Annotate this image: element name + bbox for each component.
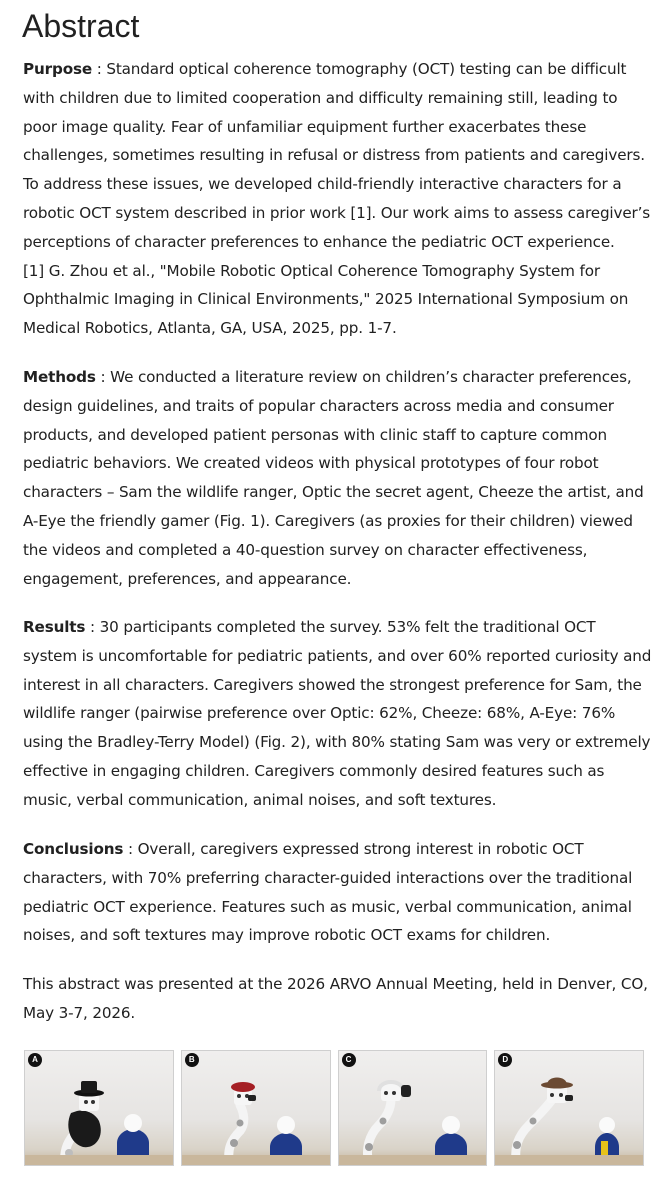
conclusions-label: Conclusions [23, 840, 124, 858]
robot-with-black-hat-and-cape-photo [25, 1051, 174, 1165]
panel-letter-badge: B [185, 1053, 199, 1067]
purpose-reference: [1] G. Zhou et al., "Mobile Robotic Optical Coherence Tomography System for Ophthalmic Imaging in Clinical Environments," 2025 International Symposium on Medical Robotics, Atlanta, GA, USA, 2025, pp. 1-7. [23, 261, 629, 338]
results-section [23, 613, 653, 815]
panel-letter-badge: C [342, 1053, 356, 1067]
methods-section [23, 363, 653, 593]
purpose-text: : Standard optical coherence tomography (OCT) testing can be difficult with children due to limited cooperation and difficulty remaining still, leading to poor image quality. Fear of unfamiliar equipment further exacerbates these challenges, sometimes resulting in refusal or distress from patients and caregivers. To address these issues, we developed child-friendly interactive characters for a robotic OCT system described in prior work [1]. Our work aims to assess caregiver’s perceptions of character preferences to enhance the pediatric OCT experience. [23, 60, 651, 251]
figure-panel-d [494, 1050, 644, 1166]
robot-with-headphones-photo [339, 1051, 488, 1165]
panel-letter-badge: A [28, 1053, 42, 1067]
results-label: Results [23, 618, 86, 636]
methods-label: Methods [23, 368, 96, 386]
panel-letter-badge: D [498, 1053, 512, 1067]
page-title: Abstract [22, 8, 140, 44]
conclusions-text: : Overall, caregivers expressed strong interest in robotic OCT characters, with 70% preferring character-guided interactions over the traditional pediatric OCT experience. Features such as music, verbal communication, animal noises, and soft textures may improve robotic OCT exams for children. [23, 840, 633, 945]
robot-with-red-beret-photo [182, 1051, 331, 1165]
purpose-label: Purpose [23, 60, 93, 78]
conclusions-section [23, 835, 653, 950]
presentation-note: This abstract was presented at the 2026 ARVO Annual Meeting, held in Denver, CO, May 3-7, 2026. [23, 975, 648, 1022]
figure-panel-b [181, 1050, 331, 1166]
figure-panel-a [24, 1050, 174, 1166]
results-text: : 30 participants completed the survey. 53% felt the traditional OCT system is uncomfortable for pediatric patients, and over 60% reported curiosity and interest in all characters. Caregivers showed the strongest preference for Sam, the wildlife ranger (pairwise preference over Optic: 62%, Cheeze: 68%, A-Eye: 76% using the Bradley-Terry Model) (Fig. 2), with 80% stating Sam was very or extremely effective in engaging children. Caregivers commonly desired features such as music, verbal communication, animal noises, and soft textures. [23, 618, 652, 809]
robot-with-ranger-hat-photo [495, 1051, 644, 1165]
purpose-section [23, 55, 653, 343]
figure-panel-c [338, 1050, 488, 1166]
figure-1 [24, 1050, 644, 1166]
methods-text: : We conducted a literature review on children’s character preferences, design guidelines, and traits of popular characters across media and consumer products, and developed patient personas with clinic staff to capture common pediatric behaviors. We created videos with physical prototypes of four robot characters – Sam the wildlife ranger, Optic the secret agent, Cheeze the artist, and A-Eye the friendly gamer (Fig. 1). Caregivers (as proxies for their children) viewed the videos and completed a 40-question survey on character effectiveness, engagement, preferences, and appearance. [23, 368, 644, 588]
